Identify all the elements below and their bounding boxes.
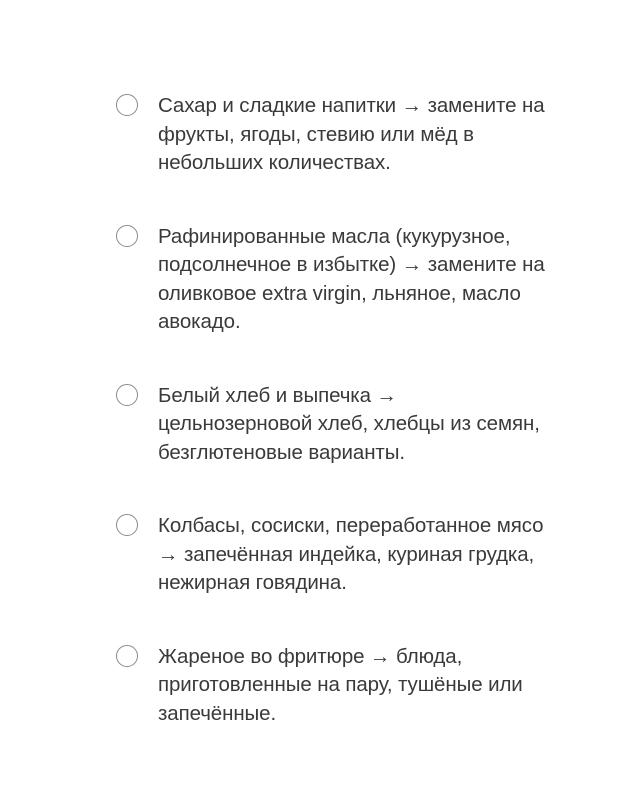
checklist-item <box>116 382 556 468</box>
checklist-item <box>116 223 556 337</box>
checklist-item-text: Белый хлеб и выпечка → цельнозерновой хлеб, хлебцы из семян, безглютеновые варианты. <box>158 383 540 464</box>
checklist <box>116 92 556 728</box>
checkbox-circle-icon[interactable] <box>116 384 138 406</box>
checkbox-circle-icon[interactable] <box>116 94 138 116</box>
checklist-item-text: Жареное во фритюре → блюда, приготовленные на пару, тушёные или запечённые. <box>158 644 523 725</box>
checklist-item <box>116 643 556 729</box>
checkbox-circle-icon[interactable] <box>116 225 138 247</box>
checkbox-circle-icon[interactable] <box>116 514 138 536</box>
checklist-item-text: Сахар и сладкие напитки → замените на фрукты, ягоды, стевию или мёд в небольших количествах. <box>158 94 545 174</box>
checklist-item-text: Колбасы, сосиски, переработанное мясо → запечённая индейка, куриная грудка, нежирная говядина. <box>158 514 544 594</box>
checklist-item <box>116 92 556 178</box>
checklist-item <box>116 512 556 598</box>
checkbox-circle-icon[interactable] <box>116 645 138 667</box>
checklist-item-text: Рафинированные масла (кукурузное, подсолнечное в избытке) → замените на оливковое extra virgin, льняное, масло авокадо. <box>158 224 545 333</box>
